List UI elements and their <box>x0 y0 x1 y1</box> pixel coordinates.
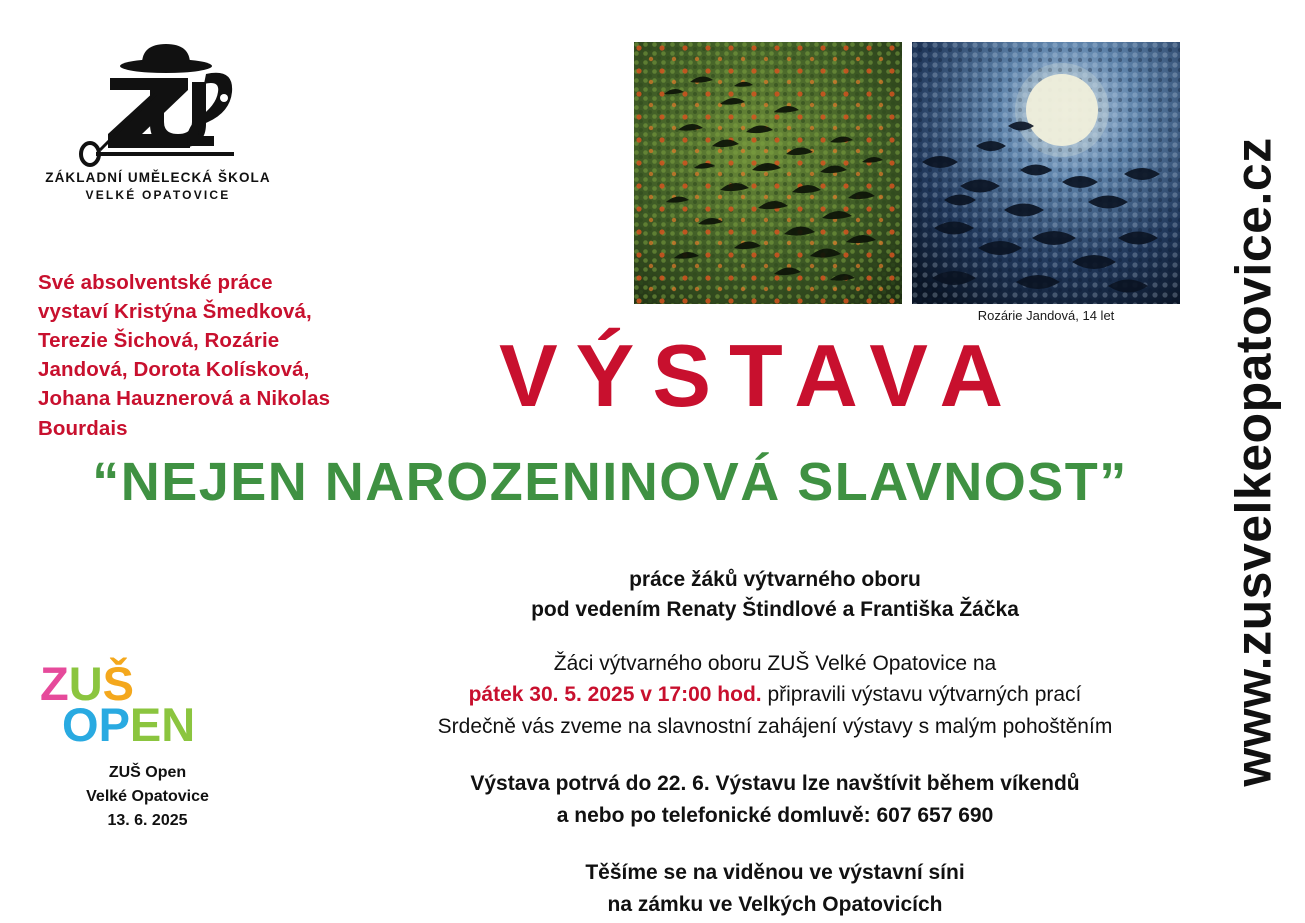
invitation-line-3: Srdečně vás zveme na slavnostní zahájení výstavy s malým pohoštěním <box>437 714 1113 738</box>
duration-line-2: a nebo po telefonické domluvě: 607 657 690 <box>556 803 994 827</box>
page-title: VÝSTAVA <box>498 326 1022 425</box>
invitation-paragraph <box>360 648 1190 743</box>
credit-line-2: pod vedením Renaty Štindlové a Františka Žáčka <box>531 598 1019 622</box>
page-subtitle <box>30 452 1190 512</box>
credit-line-1: práce žáků výtvarného oboru <box>629 568 921 591</box>
closing-paragraph <box>360 857 1190 920</box>
event-datetime: pátek 30. 5. 2025 v 17:00 hod. <box>468 683 762 707</box>
artwork-caption: Rozárie Jandová, 14 let <box>977 308 1115 323</box>
body-text-block <box>360 565 1190 920</box>
quote-close: ” <box>1099 452 1128 512</box>
school-logo <box>38 38 278 213</box>
artwork-moon-blue <box>912 42 1180 304</box>
quote-open: “ <box>92 452 121 512</box>
artwork-birds-green <box>634 42 902 304</box>
website-url[interactable]: www.zusvelkeopatovice.cz <box>1226 136 1282 787</box>
school-logo-name: ZÁKLADNÍ UMĚLECKÁ ŠKOLA <box>45 170 271 185</box>
invitation-line-2 <box>360 679 1190 711</box>
closing-line-2: na zámku ve Velkých Opatovicích <box>607 892 943 916</box>
duration-paragraph <box>360 768 1190 831</box>
invitation-line-2-rest: připravili výstavu výtvarných prací <box>761 683 1082 707</box>
zus-open-caption-line-1: ZUŠ Open <box>108 764 187 782</box>
school-logo-mark <box>38 38 278 168</box>
subtitle-text: NEJEN NAROZENINOVÁ SLAVNOST <box>120 452 1100 512</box>
zus-open-caption <box>40 761 255 833</box>
graduates-text: Své absolventské práce vystaví Kristýna Šmedková, Terezie Šichová, Rozárie Jandová, Dorota Kolísková, Johana Hauznerová a Nikolas Bourdais <box>38 271 331 440</box>
zus-open-caption-line-3: 13. 6. 2025 <box>107 812 188 830</box>
zus-open-caption-line-2: Velké Opatovice <box>86 788 209 806</box>
duration-line-1: Výstava potrvá do 22. 6. Výstavu lze navštívit během víkendů <box>470 772 1080 796</box>
website-vertical[interactable] <box>1209 0 1299 923</box>
closing-line-1: Těšíme se na viděnou ve výstavní síni <box>585 861 965 885</box>
zus-open-word-zus: ZUŠ <box>40 657 135 710</box>
zus-open-logo <box>40 657 280 833</box>
zus-open-word-open: OPEN <box>62 697 196 751</box>
invitation-line-1: Žáci výtvarného oboru ZUŠ Velké Opatovice na <box>553 651 997 675</box>
school-logo-town: VELKÉ OPATOVICE <box>85 188 231 202</box>
